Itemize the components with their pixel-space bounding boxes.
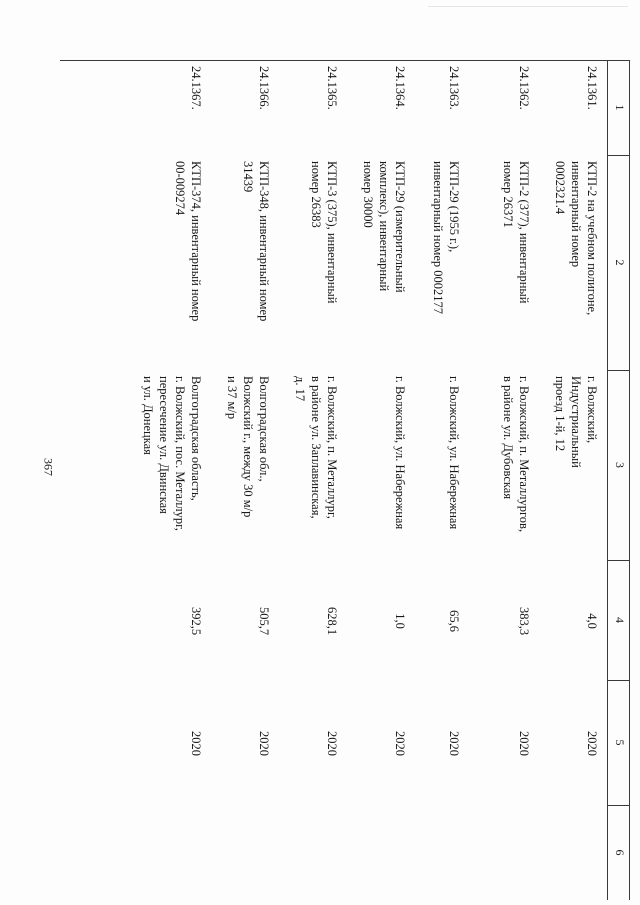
scan-edge-marks — [428, 0, 628, 7]
row-number: 24.1363. — [447, 66, 461, 110]
object-year: 2020 — [517, 731, 531, 756]
object-name: КТП-2 на учебном полигоне, инвентарный номер 0002321.4 — [553, 161, 599, 316]
object-year: 2020 — [257, 731, 271, 756]
object-name: КТП-374, инвентарный номер 00-009274 — [173, 161, 203, 322]
row-number: 24.1361. — [585, 66, 599, 110]
table-top-rule — [629, 60, 630, 900]
column-header: 6 — [613, 849, 627, 856]
object-year: 2020 — [447, 731, 461, 756]
row-number: 24.1364. — [393, 66, 407, 110]
object-year: 2020 — [189, 731, 203, 756]
object-address: Волгоградская обл., Волжский г., между 30 м/р и 37 м/р — [225, 376, 271, 518]
object-name: КТП-3 (375), инвентарный номер 26383 — [309, 161, 339, 304]
object-name: КТП-348, инвентарный номер 31439 — [241, 161, 271, 322]
column-header: 1 — [613, 104, 627, 111]
object-year: 2020 — [585, 731, 599, 756]
object-value: 383,3 — [517, 606, 531, 636]
table-grid — [60, 60, 630, 900]
rotated-table — [60, 60, 630, 900]
object-name: КТП-2 (377), инвентарный номер 26371 — [501, 161, 531, 304]
object-address: г. Волжский, ул. Набережная — [393, 376, 407, 530]
object-value: 392,5 — [189, 606, 203, 636]
header-bottom-rule — [607, 60, 608, 900]
column-header: 3 — [613, 462, 627, 468]
object-year: 2020 — [393, 731, 407, 756]
object-name: КТП-29 (1955 г.), инвентарный номер 0002177 — [431, 161, 461, 315]
object-address: г. Волжский, п. Металлургов, в районе ул. Дубовская — [501, 376, 531, 533]
object-value: 65,6 — [447, 610, 461, 632]
object-value: 505,7 — [257, 606, 271, 636]
column-header: 4 — [613, 617, 627, 623]
object-value: 1,0 — [393, 613, 407, 629]
column-header: 2 — [613, 259, 627, 266]
table-left-rule — [60, 60, 630, 61]
page-number: 367 — [41, 458, 56, 476]
object-address: г. Волжский, ул. Набережная — [447, 376, 461, 530]
object-address: г. Волжский, п. Металлург, в районе ул. Заплавинская, д. 17 — [293, 376, 339, 519]
row-number: 24.1365. — [325, 66, 339, 110]
object-year: 2020 — [325, 731, 339, 756]
row-number: 24.1366. — [257, 66, 271, 110]
row-number: 24.1362. — [517, 66, 531, 110]
column-header: 5 — [613, 739, 627, 746]
object-address: Волгоградская область, г. Волжский, пос. Металлург, пересечение ул. Двинская и ул. Донецкая — [141, 376, 203, 531]
object-name: КТП-29 (измерительный комплекс), инвентарный номер 30000 — [361, 161, 407, 293]
row-number: 24.1367. — [189, 66, 203, 110]
object-value: 4,0 — [585, 613, 599, 629]
object-address: г. Волжский, Индустриальный проезд 1-й, 12 — [553, 376, 599, 468]
object-value: 628,1 — [325, 606, 339, 636]
